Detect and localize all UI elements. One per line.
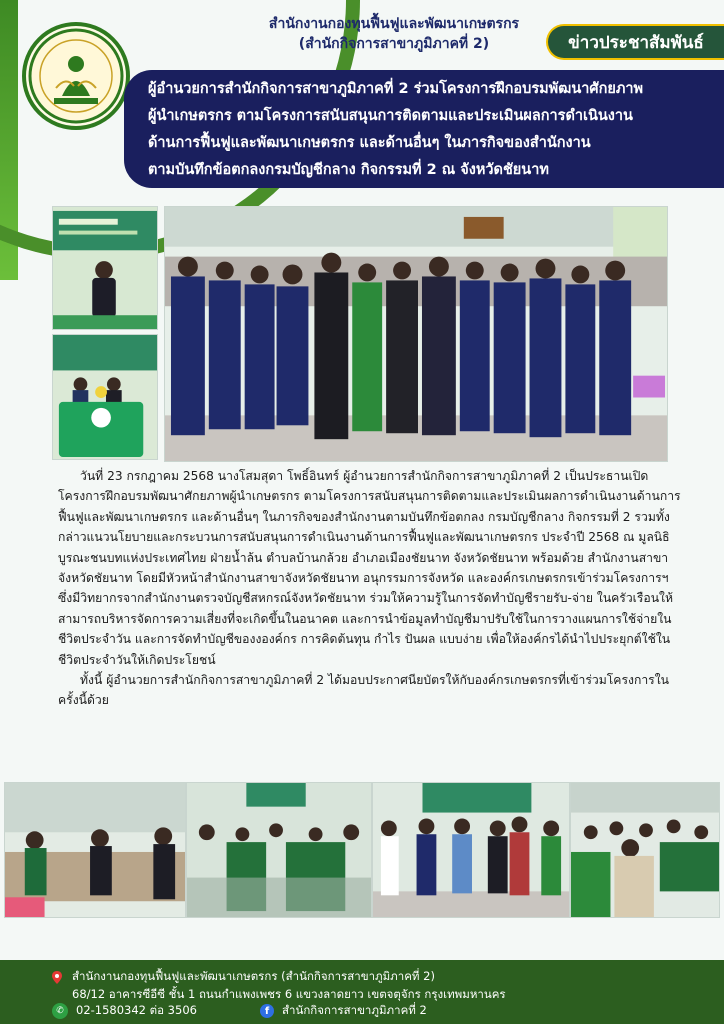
footer-address-line1: สำนักงานกองทุนฟื้นฟูและพัฒนาเกษตรกร (สำนักกิจการสาขาภูมิภาคที่ 2) [72,969,435,983]
headline-line1: ผู้อำนวยการสำนักกิจการสาขาภูมิภาคที่ 2 ร่วมโครงการฝึกอบรมพัฒนาศักยภาพ [148,81,644,97]
footer [0,960,724,1024]
photo-bottom-3 [372,782,570,918]
article-body [58,466,684,711]
headline-line4: ตามบันทึกข้อตกลงกรมบัญชีกลาง กิจกรรมที่ 2 ณ จังหวัดชัยนาท [148,162,549,178]
headline-banner [124,70,724,188]
photo-bottom-1 [4,782,186,918]
headline-line2: ผู้นำเกษตรกร ตามโครงการสนับสนุนการติดตามและประเมินผลการดำเนินงาน [148,108,633,124]
photo-bottom-4 [570,782,720,918]
phone-icon: ✆ [52,1003,68,1019]
footer-phone: 02-1580342 ต่อ 3506 [76,1003,197,1017]
photo-podium [52,334,158,460]
footer-facebook[interactable]: สำนักกิจการสาขาภูมิภาคที่ 2 [282,1003,427,1017]
news-badge: ข่าวประชาสัมพันธ์ [546,24,724,60]
article-paragraph-1: วันที่ 23 กรกฎาคม 2568 นางโสมสุดา โพธิ์อินทร์ ผู้อำนวยการสำนักกิจการสาขาภูมิภาคที่ 2 เป็นประธานเปิดโครงการฝึกอบรมพัฒนาศักยภาพผู้นำเกษตรกร ตามโครงการสนับสนุนการติดตามและประเมินผลการดำเนินงานด้านการฟื้นฟูและพัฒนาเกษตรกร และด้านอื่นๆ ในภารกิจของสำนักงานตามบันทึกข้อตกลง กรมบัญชีกลาง กิจกรรมที่ 2 รวมทั้งกล่าวแนวนโยบายและกระบวนการสนับสนุนการดำเนินงานด้านการฟื้นฟูและพัฒนาเกษตรกร ประจำปี 2568 ณ มูลนิธิบูรณะชนบทแห่งประเทศไทย ฝ่ายน้ำล้น ตำบลบ้านกล้วย อำเภอเมืองชัยนาท จังหวัดชัยนาท พร้อมด้วย สำนักงานสาขาจังหวัดชัยนาท โดยมีหัวหน้าสำนักงานสาขาจังหวัดชัยนาท อนุกรรมการจังหวัด และองค์กรเกษตรกรเข้าร่วมโครงการฯ ซึ่งมีวิทยากรจากสำนักงานตรวจบัญชีสหกรณ์จังหวัดชัยนาท ร่วมให้ความรู้ในการจัดทำบัญชีรายรับ-จ่าย ในครัวเรือนให้สามารถบริหารจัดการความเสี่ยงที่จะเกิดขึ้นในอนาคต และการนำข้อมูลทำบัญชีมาปรับใช้ในการวางแผนการใช้จ่ายในชีวิตประจำวัน และการจัดทำบัญชีของงองค์กร การคิดต้นทุน กำไร ปันผล แบบง่าย เพื่อให้องค์กรได้นำไปประยุกต์ใช้ในชีวิตประจำวันให้เกิดประโยชน์ [58,469,681,667]
org-title-line2: (สำนักกิจการสาขาภูมิภาคที่ 2) [298,36,490,52]
org-title-line1: สำนักงานกองทุนฟื้นฟูและพัฒนาเกษตรกร [268,16,520,32]
photo-bottom-2 [186,782,372,918]
organization-logo [22,22,130,130]
location-pin-icon [52,971,62,984]
facebook-icon[interactable]: f [260,1004,274,1018]
organization-title [244,14,544,54]
footer-address-line2: 68/12 อาคารซีอีซี ชั้น 1 ถนนกำแพงเพชร 6 แขวงลาดยาว เขตจตุจักร กรุงเทพมหานคร [72,987,506,1001]
article-paragraph-2: ทั้งนี้ ผู้อำนวยการสำนักกิจการสาขาภูมิภาคที่ 2 ได้มอบประกาศนียบัตรให้กับองค์กรเกษตรกรที่เข้าร่วมโครงการในครั้งนี้ด้วย [58,673,669,708]
photo-speaker [52,206,158,330]
photo-group [164,206,668,462]
headline-line3: ด้านการฟื้นฟูและพัฒนาเกษตรกร และด้านอื่นๆ ในภารกิจของสำนักงาน [148,135,591,151]
